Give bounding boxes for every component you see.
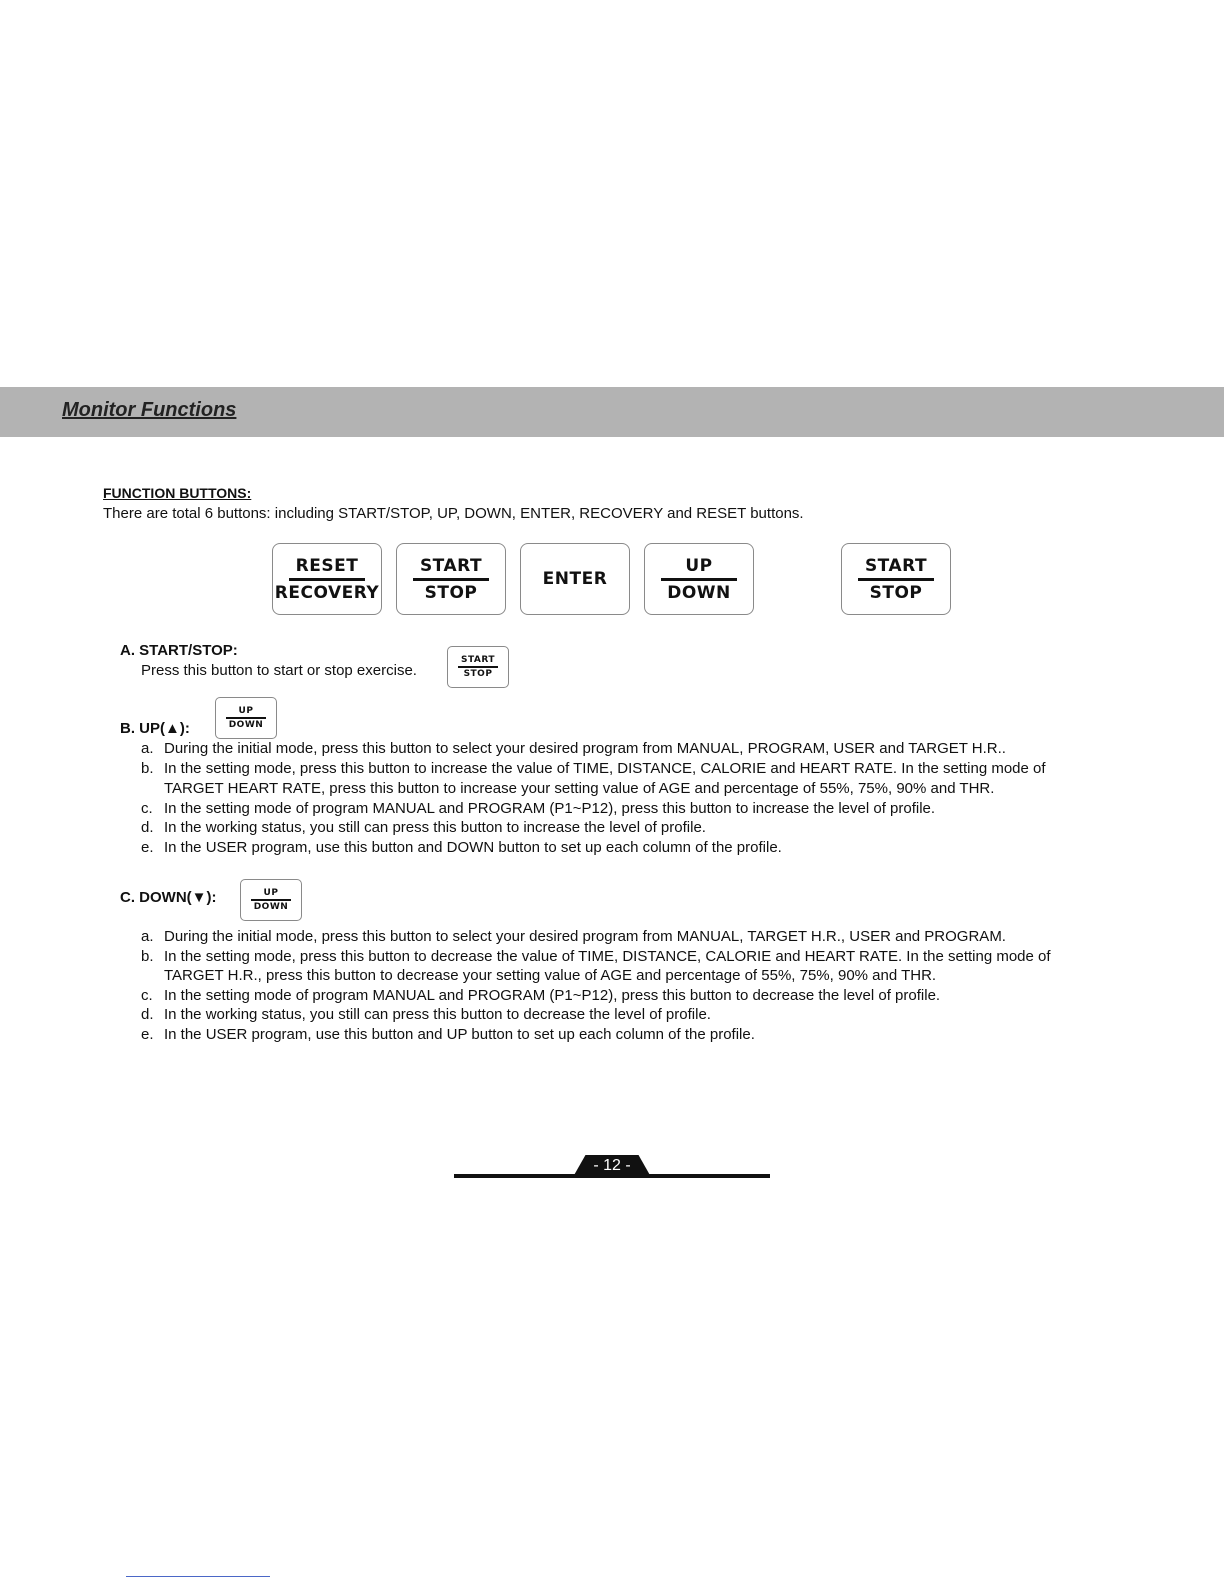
list-item-text: In the setting mode, press this button to decrease the value of TIME, DISTANCE, CALORIE and HEART RATE. In the setting mode of bbox=[164, 948, 1051, 965]
button-top-label: RESET bbox=[295, 555, 359, 576]
button-bottom-label: STOP bbox=[869, 582, 923, 603]
list-item-label: d. bbox=[141, 819, 154, 836]
section-header-band bbox=[0, 387, 1224, 437]
button-label: ENTER bbox=[542, 569, 608, 589]
button-divider bbox=[226, 717, 266, 719]
up-down-small-illustration-2 bbox=[240, 879, 302, 921]
list-item-label: a. bbox=[141, 740, 154, 757]
start-stop-small-illustration bbox=[447, 646, 509, 688]
section-a-text: Press this button to start or stop exercise. bbox=[141, 662, 417, 679]
button-divider bbox=[458, 666, 498, 668]
button-divider bbox=[858, 578, 934, 581]
reset-recovery-button-illustration bbox=[272, 543, 382, 615]
list-item-label: b. bbox=[141, 948, 154, 965]
list-item-text: TARGET H.R., press this button to decrease your setting value of AGE and percentage of 55%, 75%, 90% and THR. bbox=[164, 967, 937, 984]
button-bottom-label: RECOVERY bbox=[274, 582, 380, 603]
list-item-text: TARGET HEART RATE, press this button to increase your setting value of AGE and percentage of 55%, 75%, 90% and THR. bbox=[164, 780, 995, 797]
section-a-heading: A. START/STOP: bbox=[120, 642, 238, 659]
button-bottom-label: DOWN bbox=[667, 582, 731, 603]
bottom-rule bbox=[126, 1576, 270, 1577]
list-item-label: a. bbox=[141, 928, 154, 945]
button-top-label: START bbox=[864, 555, 928, 576]
button-bottom-label: DOWN bbox=[253, 902, 289, 912]
button-bottom-label: DOWN bbox=[228, 720, 264, 730]
function-buttons-intro: There are total 6 buttons: including START/STOP, UP, DOWN, ENTER, RECOVERY and RESET buttons. bbox=[103, 505, 804, 522]
button-bottom-label: STOP bbox=[424, 582, 478, 603]
button-top-label: START bbox=[460, 655, 496, 665]
button-top-label: START bbox=[419, 555, 483, 576]
page-number: - 12 - bbox=[593, 1157, 631, 1174]
list-item-label: e. bbox=[141, 839, 154, 856]
button-bottom-label: STOP bbox=[463, 669, 493, 679]
list-item-text: In the working status, you still can press this button to increase the level of profile. bbox=[164, 819, 706, 836]
function-buttons-heading: FUNCTION BUTTONS: bbox=[103, 485, 252, 501]
button-top-label: UP bbox=[685, 555, 713, 576]
up-down-button-illustration bbox=[644, 543, 754, 615]
list-item-label: c. bbox=[141, 800, 153, 817]
page-title: Monitor Functions bbox=[62, 399, 237, 421]
list-item-text: In the USER program, use this button and DOWN button to set up each column of the profile. bbox=[164, 839, 782, 856]
up-down-small-illustration bbox=[215, 697, 277, 739]
list-item-label: e. bbox=[141, 1026, 154, 1043]
list-item-label: c. bbox=[141, 987, 153, 1004]
enter-button-illustration bbox=[520, 543, 630, 615]
list-item-text: During the initial mode, press this button to select your desired program from MANUAL, TARGET H.R., USER and PROGRAM. bbox=[164, 928, 1006, 945]
list-item-text: During the initial mode, press this button to select your desired program from MANUAL, PROGRAM, USER and TARGET H.R.. bbox=[164, 740, 1006, 757]
list-item-label: b. bbox=[141, 760, 154, 777]
start-stop-button-illustration-2 bbox=[841, 543, 951, 615]
button-divider bbox=[661, 578, 737, 581]
button-divider bbox=[289, 578, 365, 581]
list-item-text: In the setting mode, press this button to increase the value of TIME, DISTANCE, CALORIE and HEART RATE. In the setting mode of bbox=[164, 760, 1046, 777]
section-b-heading: B. UP(▲): bbox=[120, 720, 190, 737]
start-stop-button-illustration bbox=[396, 543, 506, 615]
list-item-label: d. bbox=[141, 1006, 154, 1023]
list-item-text: In the setting mode of program MANUAL and PROGRAM (P1~P12), press this button to increase the level of profile. bbox=[164, 800, 936, 817]
section-c-heading: C. DOWN(▼): bbox=[120, 889, 217, 906]
button-top-label: UP bbox=[263, 888, 279, 898]
button-divider bbox=[413, 578, 489, 581]
button-top-label: UP bbox=[238, 706, 254, 716]
button-divider bbox=[251, 899, 291, 901]
list-item-text: In the working status, you still can press this button to decrease the level of profile. bbox=[164, 1006, 711, 1023]
list-item-text: In the USER program, use this button and UP button to set up each column of the profile. bbox=[164, 1026, 755, 1043]
list-item-text: In the setting mode of program MANUAL and PROGRAM (P1~P12), press this button to decrease the level of profile. bbox=[164, 987, 941, 1004]
